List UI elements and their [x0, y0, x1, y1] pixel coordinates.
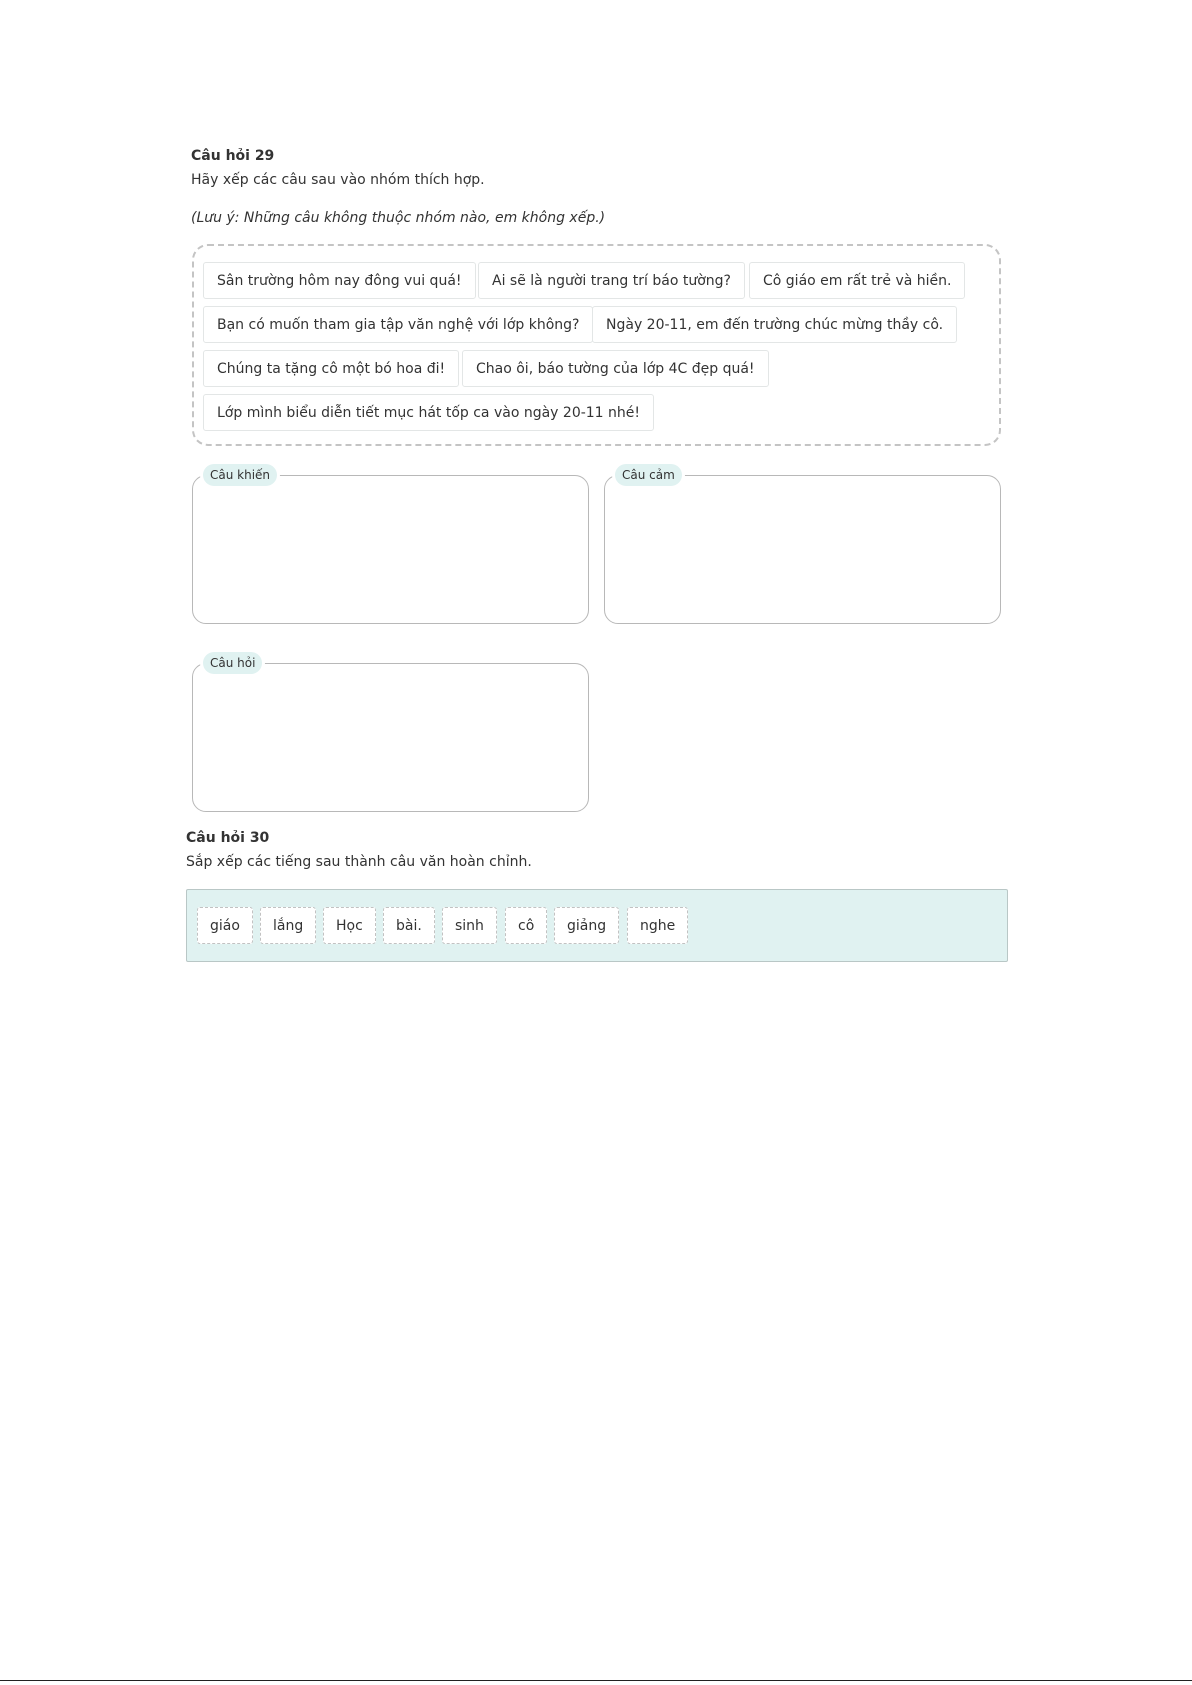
group-label: Câu khiến — [203, 464, 277, 486]
word-tile[interactable]: bài. — [383, 907, 435, 944]
sentence-chip[interactable]: Chao ôi, báo tường của lớp 4C đẹp quá! — [462, 350, 769, 387]
page-bottom-divider — [0, 1680, 1192, 1681]
question-29-note: (Lưu ý: Những câu không thuộc nhóm nào, em không xếp.) — [191, 210, 606, 226]
word-tile[interactable]: nghe — [627, 907, 688, 944]
group-label: Câu cảm — [615, 464, 682, 486]
sentence-chip[interactable]: Sân trường hôm nay đông vui quá! — [203, 262, 476, 299]
group-cau-khien-dropzone[interactable] — [192, 468, 589, 624]
question-30-instruction: Sắp xếp các tiếng sau thành câu văn hoàn chỉnh. — [186, 854, 532, 870]
sentence-chip[interactable]: Cô giáo em rất trẻ và hiền. — [749, 262, 965, 299]
sentence-chip[interactable]: Bạn có muốn tham gia tập văn nghệ với lớp không? — [203, 306, 593, 343]
group-label: Câu hỏi — [203, 652, 262, 674]
group-cau-cam-dropzone[interactable] — [604, 468, 1001, 624]
sentence-chip[interactable]: Ngày 20-11, em đến trường chúc mừng thầy cô. — [592, 306, 957, 343]
word-tile[interactable]: giáo — [197, 907, 253, 944]
word-bank[interactable] — [186, 889, 1008, 962]
question-30-title: Câu hỏi 30 — [186, 830, 270, 846]
question-29-title: Câu hỏi 29 — [191, 148, 275, 164]
word-tile[interactable]: sinh — [442, 907, 497, 944]
sentence-chip[interactable]: Lớp mình biểu diễn tiết mục hát tốp ca vào ngày 20-11 nhé! — [203, 394, 654, 431]
word-tile[interactable]: giảng — [554, 907, 619, 944]
word-tile[interactable]: cô — [505, 907, 547, 944]
sentence-chip[interactable]: Chúng ta tặng cô một bó hoa đi! — [203, 350, 459, 387]
sentence-pool[interactable] — [192, 244, 1001, 446]
group-cau-hoi-dropzone[interactable] — [192, 656, 589, 812]
question-29-instruction: Hãy xếp các câu sau vào nhóm thích hợp. — [191, 172, 485, 188]
word-tile[interactable]: lắng — [260, 907, 316, 944]
word-tile[interactable]: Học — [323, 907, 376, 944]
sentence-chip[interactable]: Ai sẽ là người trang trí báo tường? — [478, 262, 745, 299]
